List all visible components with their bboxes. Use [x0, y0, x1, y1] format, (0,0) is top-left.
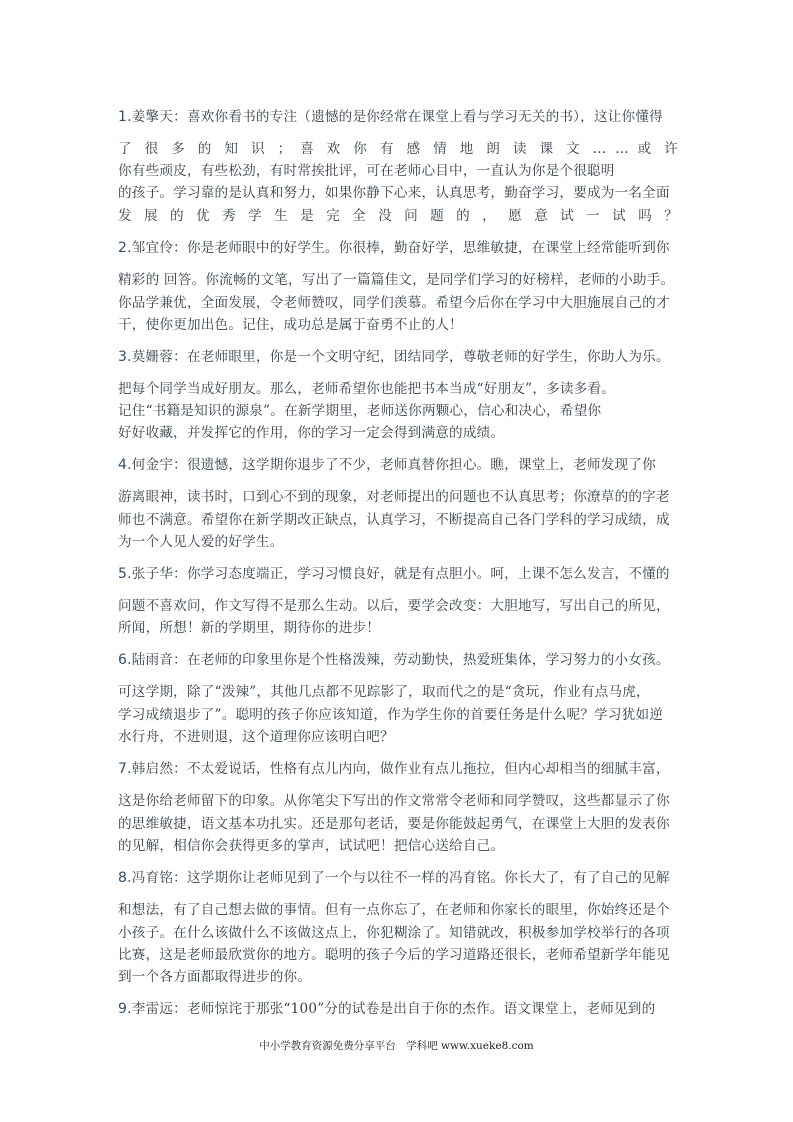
item-number: 3.	[118, 349, 132, 365]
comment-text-line	[118, 424, 678, 442]
line-text: 莫姗蓉：在老师眼里，你是一个文明守纪，团结同学，尊敬老师的好学生，你助人为乐。	[131, 349, 670, 365]
item-number: 4.	[118, 457, 132, 473]
comment-text-line	[118, 511, 678, 529]
line-text: 的思维敏捷，语文基本功扎实。还是那句老话，要是你能鼓起勇气，在课堂上大胆的发表你	[118, 816, 670, 832]
comment-paragraph-start	[118, 348, 678, 366]
line-text: 韩启然：不太爱说话，性格有点儿内向，做作业有点儿拖拉，但内心却相当的细腻丰富，	[131, 761, 670, 777]
line-text: 了 很 多 的 知 识 ； 喜 欢 你 有 感 情 地 朗 读 课 文 … … 或 许	[118, 141, 678, 157]
comment-text-line	[118, 162, 678, 180]
comment-text-line	[118, 140, 678, 158]
line-text: 为一个人见人爱的好学生。	[118, 534, 284, 550]
comment-paragraph-start	[118, 565, 678, 583]
comment-text-line	[118, 837, 678, 855]
line-text: 的孩子。学习靠的是认真和努力，如果你静下心来，认真思考，勤奋学习，要成为一名全面	[118, 185, 670, 201]
comment-text-line	[118, 924, 678, 942]
comment-text-line	[118, 316, 678, 334]
comment-paragraph-start	[118, 456, 678, 474]
line-text: 水行舟，不进则退，这个道理你应该明白吧？	[118, 729, 394, 745]
comment-text-line	[118, 597, 678, 615]
comment-text-line	[118, 706, 678, 724]
line-text: 邹宜伶：你是老师眼中的好学生。你很棒，勤奋好学，思维敏捷，在课堂上经常能听到你	[131, 240, 670, 256]
line-text: 精彩的 回答。你流畅的文笔，写出了一篇篇佳文，是同学们学习的好榜样，老师的小助手。	[118, 272, 675, 288]
line-text: 姜擎天：喜欢你看书的专注（遗憾的是你经常在课堂上看与学习无关的书），这让你懂得	[131, 109, 663, 125]
line-text: 干，使你更加出色。记住，成功总是属于奋勇不止的人！	[118, 317, 463, 333]
line-text: 小孩子。在什么该做什么不该做这点上，你犯糊涂了。知错就改，积极参加学校举行的各项	[118, 925, 670, 941]
item-number: 2.	[118, 240, 132, 256]
line-text: 陆雨音：在老师的印象里你是个性格泼辣，劳动勤快，热爱班集体，学习努力的小女孩。	[131, 652, 670, 668]
comment-paragraph-start	[118, 760, 678, 778]
line-text: 师也不满意。希望你在新学期改正缺点，认真学习，不断提高自己各门学科的学习成绩，成	[118, 512, 670, 528]
comment-text-line	[118, 728, 678, 746]
comment-paragraph-start	[118, 1000, 678, 1018]
line-text: 这是你给老师留下的印象。从你笔尖下写出的作文常常令老师和同学赞叹，这些都显示了你	[118, 793, 670, 809]
item-number: 1.	[118, 109, 132, 125]
comment-paragraph-start	[118, 108, 678, 126]
line-text: 所闻，所想！新的学期里，期待你的进步！	[118, 620, 381, 636]
comment-text-line	[118, 184, 678, 202]
comment-paragraph-start	[118, 869, 678, 887]
comment-text-line	[118, 619, 678, 637]
comment-text-line	[118, 683, 678, 701]
comment-text-line	[118, 207, 678, 225]
line-text: 李雷远：老师惊诧于那张“100”分的试卷是出自于你的杰作。语文课堂上，老师见到的	[131, 1001, 656, 1017]
comment-text-line	[118, 968, 678, 986]
item-number: 5.	[118, 566, 132, 582]
line-text: 问题不喜欢问，作文写得不是那么生动。以后，要学会改变：大胆地写，写出自己的所见，	[118, 598, 670, 614]
line-text: 的见解，相信你会获得更多的掌声，试试吧！把信心送给自己。	[118, 838, 505, 854]
comment-text-line	[118, 792, 678, 810]
item-number: 8.	[118, 870, 132, 886]
item-number: 7.	[118, 761, 132, 777]
line-text: 把每个同学当成好朋友。那么，老师希望你也能把书本当成“好朋友”，多读多看。	[118, 381, 616, 397]
line-text: 和想法，有了自己想去做的事情。但有一点你忘了，在老师和你家长的眼里，你始终还是个	[118, 902, 670, 918]
item-number: 9.	[118, 1001, 132, 1017]
comment-text-line	[118, 271, 678, 289]
comment-text-line	[118, 901, 678, 919]
comment-text-line	[118, 402, 678, 420]
comment-text-line	[118, 294, 678, 312]
line-text: 游离眼神，读书时，口到心不到的现象，对老师提出的问题也不认真思考；你潦草的的字老	[118, 489, 670, 505]
comment-text-line	[118, 946, 678, 964]
line-text: 比赛，这是老师最欣赏你的地方。聪明的孩子今后的学习道路还很长，老师希望新学年能见	[118, 947, 670, 963]
line-text: 好好收藏，并发挥它的作用，你的学习一定会得到满意的成绩。	[118, 425, 505, 441]
line-text: 记住“书籍是知识的源泉”。在新学期里，老师送你两颗心，信心和决心，希望你	[118, 403, 602, 419]
line-text: 发 展 的 优 秀 学 生 是 完 全 没 问 题 的 ， 愿 意 试 一 试 吗 ？	[118, 208, 678, 224]
line-text: 可这学期，除了“泼辣”，其他几点都不见踪影了，取而代之的是“贪玩，作业有点马虎，	[118, 684, 650, 700]
comment-text-line	[118, 380, 678, 398]
comment-paragraph-start	[118, 239, 678, 257]
line-text: 到一个各方面都取得进步的你。	[118, 969, 312, 985]
item-number: 6.	[118, 652, 132, 668]
comment-text-line	[118, 533, 678, 551]
line-text: 学习成绩退步了”。聪明的孩子你应该知道，作为学生你的首要任务是什么呢？学习犹如逆	[118, 707, 664, 723]
line-text: 你有些顽皮，有些松劲，有时常挨批评，可在老师心目中，一直认为你是个很聪明	[118, 163, 615, 179]
line-text: 何金宇：很遗憾，这学期你退步了不少，老师真替你担心。瞧，课堂上，老师发现了你	[131, 457, 656, 473]
comment-text-line	[118, 488, 678, 506]
line-text: 冯育铭：这学期你让老师见到了一个与以往不一样的冯育铭。你长大了，有了自己的见解	[131, 870, 670, 886]
comment-paragraph-start	[118, 651, 678, 669]
line-text: 你品学兼优，全面发展，令老师赞叹，同学们羡慕。希望今后你在学习中大胆施展自己的才	[118, 295, 670, 311]
page-footer: 中小学教育资源免费分享平台 学科吧 www.xueke8.com	[259, 1040, 534, 1052]
comment-text-line	[118, 815, 678, 833]
line-text: 张子华：你学习态度端正，学习习惯良好，就是有点胆小。呵，上课不怎么发言，不懂的	[131, 566, 670, 582]
